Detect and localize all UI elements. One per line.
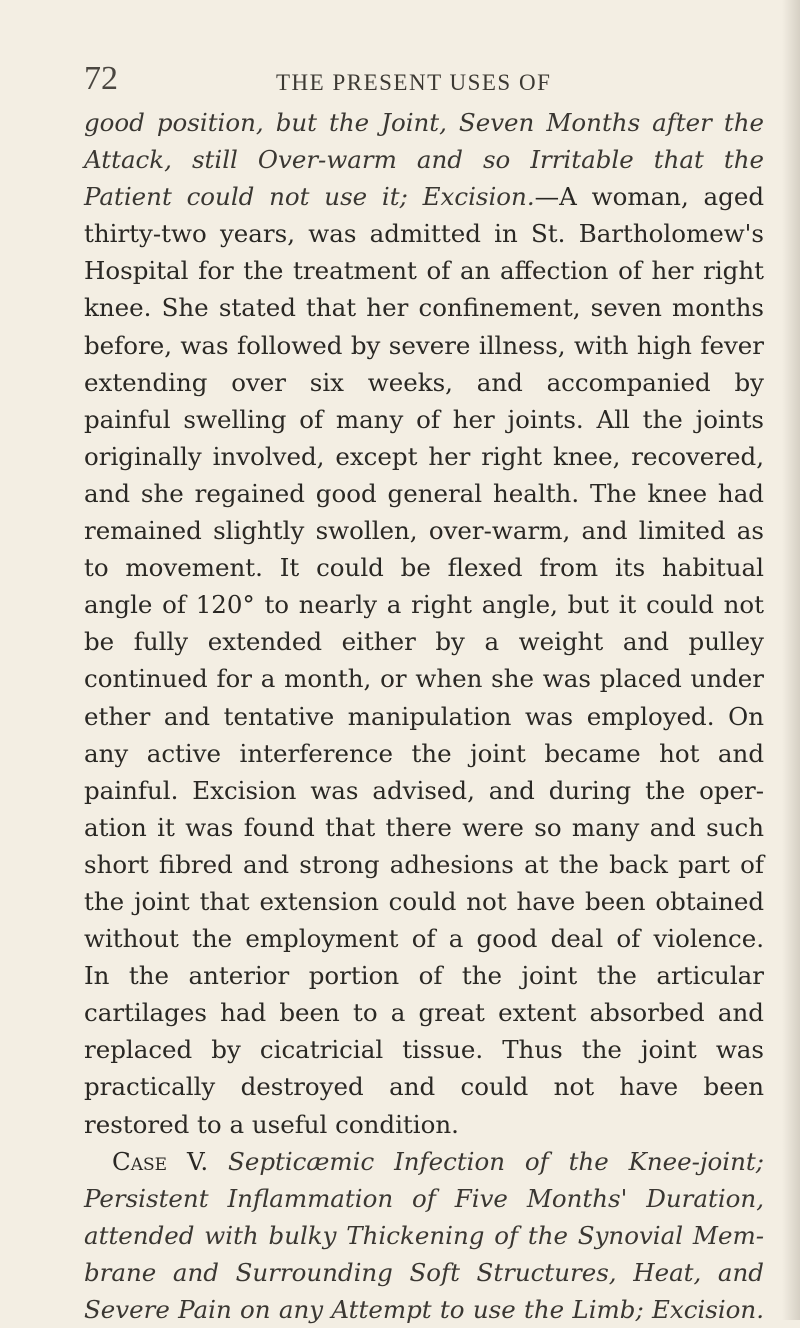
text-line: thirty-two years, was admitted in St. Bartholomew's xyxy=(84,219,764,249)
text-line: Persistent Inflammation of Five Months' Duration, xyxy=(84,1183,764,1213)
text-line: originally involved, except her right knee, recovered, xyxy=(84,441,764,471)
text-line: brane and Surrounding Soft Structures, Heat, and xyxy=(84,1257,764,1287)
text-line: ation it was found that there were so many and such xyxy=(84,812,764,842)
page-edge-shadow xyxy=(782,0,800,1320)
text-line: extending over six weeks, and accompanied by xyxy=(84,367,764,397)
text-line: In the anterior portion of the joint the articular xyxy=(84,961,764,991)
text-line: ether and tentative manipulation was employed. On xyxy=(84,701,764,731)
text-line: Hospital for the treatment of an affection of her right xyxy=(84,256,764,286)
case-label: Case V. xyxy=(112,1146,209,1176)
text-line: any active interference the joint became hot and xyxy=(84,738,764,768)
text-line: angle of 120° to nearly a right angle, but it could not xyxy=(84,590,764,620)
text-line: the joint that extension could not have been obtained xyxy=(84,886,764,916)
text-line: and she regained good general health. The knee had xyxy=(84,478,764,508)
text-line: replaced by cicatricial tissue. Thus the joint was xyxy=(84,1035,764,1065)
text-line: Case V. Septicæmic Infection of the Knee-joint; xyxy=(112,1146,764,1176)
text-line: cartilages had been to a great extent absorbed and xyxy=(84,998,764,1028)
body-text xyxy=(84,104,764,1328)
text-line: continued for a month, or when she was placed under xyxy=(84,664,764,694)
text-line: remained slightly swollen, over-warm, and limited as xyxy=(84,516,764,546)
text-line: knee. She stated that her confinement, seven months xyxy=(84,293,764,323)
text-line: painful swelling of many of her joints. All the joints xyxy=(84,404,764,434)
text-line: practically destroyed and could not have been xyxy=(84,1072,764,1102)
running-head xyxy=(84,60,744,96)
text-line: Severe Pain on any Attempt to use the Limb; Excision. xyxy=(84,1295,764,1324)
text-line: Patient could not use it; Excision.—A woman, aged xyxy=(84,182,764,212)
running-title: THE PRESENT USES OF xyxy=(276,70,552,95)
text-line: to movement. It could be flexed from its habitual xyxy=(84,553,764,583)
text-line: short fibred and strong adhesions at the back part of xyxy=(84,849,764,879)
text-line: without the employment of a good deal of violence. xyxy=(84,924,764,954)
text-line: Attack, still Over-warm and so Irritable that the xyxy=(84,145,764,175)
text-line: attended with bulky Thickening of the Synovial Mem- xyxy=(84,1220,764,1250)
page-number: 72 xyxy=(84,60,118,97)
text-line: painful. Excision was advised, and during the oper- xyxy=(84,775,764,805)
text-line: restored to a useful condition. xyxy=(84,1109,459,1139)
text-line: before, was followed by severe illness, with high fever xyxy=(84,330,764,360)
text-line: be fully extended either by a weight and pulley xyxy=(84,627,764,657)
text-line: good position, but the Joint, Seven Months after the xyxy=(84,108,764,137)
